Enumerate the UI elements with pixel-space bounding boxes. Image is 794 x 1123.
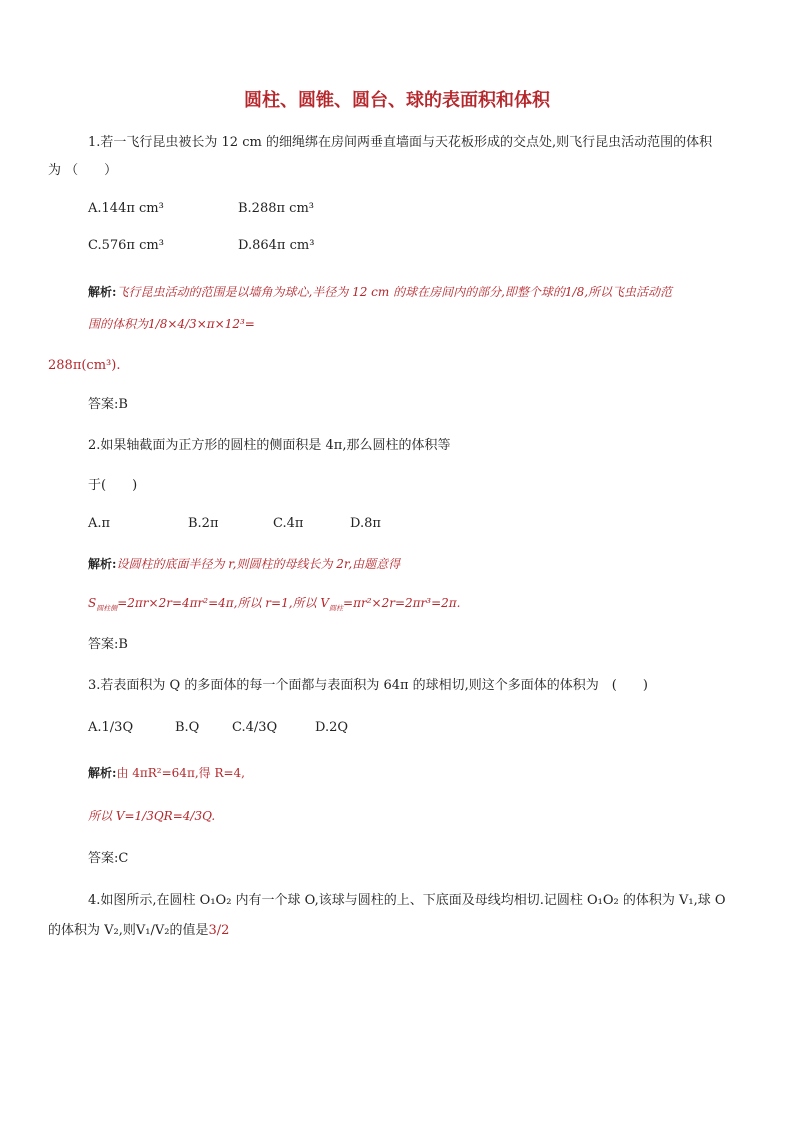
q3-option-c: C.4/3Q bbox=[232, 720, 278, 735]
q3-option-a: A.1/3Q bbox=[88, 720, 134, 735]
q2-analysis-line2 bbox=[88, 594, 460, 617]
q1-stem-line2: 为 （ ） bbox=[48, 163, 118, 178]
q3-analysis-label: 解析: bbox=[88, 766, 117, 780]
q3-option-b: B.Q bbox=[175, 720, 200, 735]
q1-analysis-label: 解析: bbox=[88, 285, 117, 299]
q3-analysis-line1 bbox=[88, 764, 245, 782]
q2-v-subscript: 圆柱 bbox=[329, 604, 344, 613]
q3-answer: 答案:C bbox=[88, 851, 129, 866]
q1-analysis-line2 bbox=[88, 315, 255, 333]
q2-s-symbol: S bbox=[88, 596, 97, 610]
q4-stem-line1: 4.如图所示,在圆柱 O₁O₂ 内有一个球 O,该球与圆柱的上、下底面及母线均相切.记圆柱 O₁O₂ 的体积为 V₁,球 O bbox=[88, 893, 726, 908]
q1-analysis-line3: 288π(cm³). bbox=[48, 358, 121, 373]
q1-analysis-frac: 1/8 bbox=[564, 285, 585, 299]
q2-s-subscript: 圆柱侧 bbox=[96, 604, 118, 613]
q3-stem-line1: 3.若表面积为 Q 的多面体的每一个面都与表面积为 64π 的球相切,则这个多面体的体积为 ( ) bbox=[88, 678, 648, 693]
q1-stem-line1: 1.若一飞行昆虫被长为 12 cm 的细绳绑在房间两垂直墙面与天花板形成的交点处,则飞行昆虫活动范围的体积 bbox=[88, 135, 713, 150]
q1-analysis-line2-text: 围的体积为 bbox=[88, 317, 149, 331]
q1-option-a: A.144π cm³ bbox=[88, 201, 164, 216]
q4-stem-line2-text: 的体积为 V₂,则V₁/V₂的值是 bbox=[48, 923, 209, 938]
q2-stem-line2: 于( ) bbox=[88, 478, 138, 493]
q2-analysis-mid: =2πr×2r=4πr²=4π,所以 r=1,所以 V bbox=[117, 596, 330, 610]
q4-stem-line2 bbox=[48, 922, 229, 940]
q1-analysis-tail: ,所以飞虫活动范 bbox=[584, 285, 673, 299]
q3-analysis-line2: 所以 V=1/3QR=4/3Q. bbox=[88, 809, 216, 823]
q2-analysis-text: 设圆柱的底面半径为 r,则圆柱的母线长为 2r,由题意得 bbox=[116, 557, 401, 571]
q3-option-d: D.2Q bbox=[315, 720, 349, 735]
q2-option-a: A.π bbox=[88, 516, 111, 531]
q1-option-b: B.288π cm³ bbox=[238, 201, 314, 216]
q1-answer: 答案:B bbox=[88, 397, 128, 412]
q1-option-d: D.864π cm³ bbox=[238, 238, 315, 253]
page-title: 圆柱、圆锥、圆台、球的表面积和体积 bbox=[244, 90, 550, 111]
q2-answer: 答案:B bbox=[88, 637, 128, 652]
q3-analysis-text: 由 4πR²=64π,得 R=4, bbox=[116, 766, 245, 780]
q1-analysis-line1 bbox=[88, 283, 672, 301]
q2-stem-line1: 2.如果轴截面为正方形的圆柱的侧面积是 4π,那么圆柱的体积等 bbox=[88, 438, 451, 453]
q1-analysis-text: 飞行昆虫活动的范围是以墙角为球心,半径为 12 cm 的球在房间内的部分,即整个球的 bbox=[116, 285, 565, 299]
q2-analysis-end: =πr²×2r=2πr³=2π. bbox=[343, 596, 461, 610]
q2-option-b: B.2π bbox=[188, 516, 219, 531]
q2-option-c: C.4π bbox=[273, 516, 304, 531]
q2-analysis-line1 bbox=[88, 555, 400, 573]
q1-analysis-expr: 1/8×4/3×π×12³= bbox=[148, 317, 255, 331]
q4-stem-tail: 3/2 bbox=[208, 923, 230, 938]
q1-option-c: C.576π cm³ bbox=[88, 238, 164, 253]
q2-option-d: D.8π bbox=[350, 516, 381, 531]
q2-analysis-label: 解析: bbox=[88, 557, 117, 571]
